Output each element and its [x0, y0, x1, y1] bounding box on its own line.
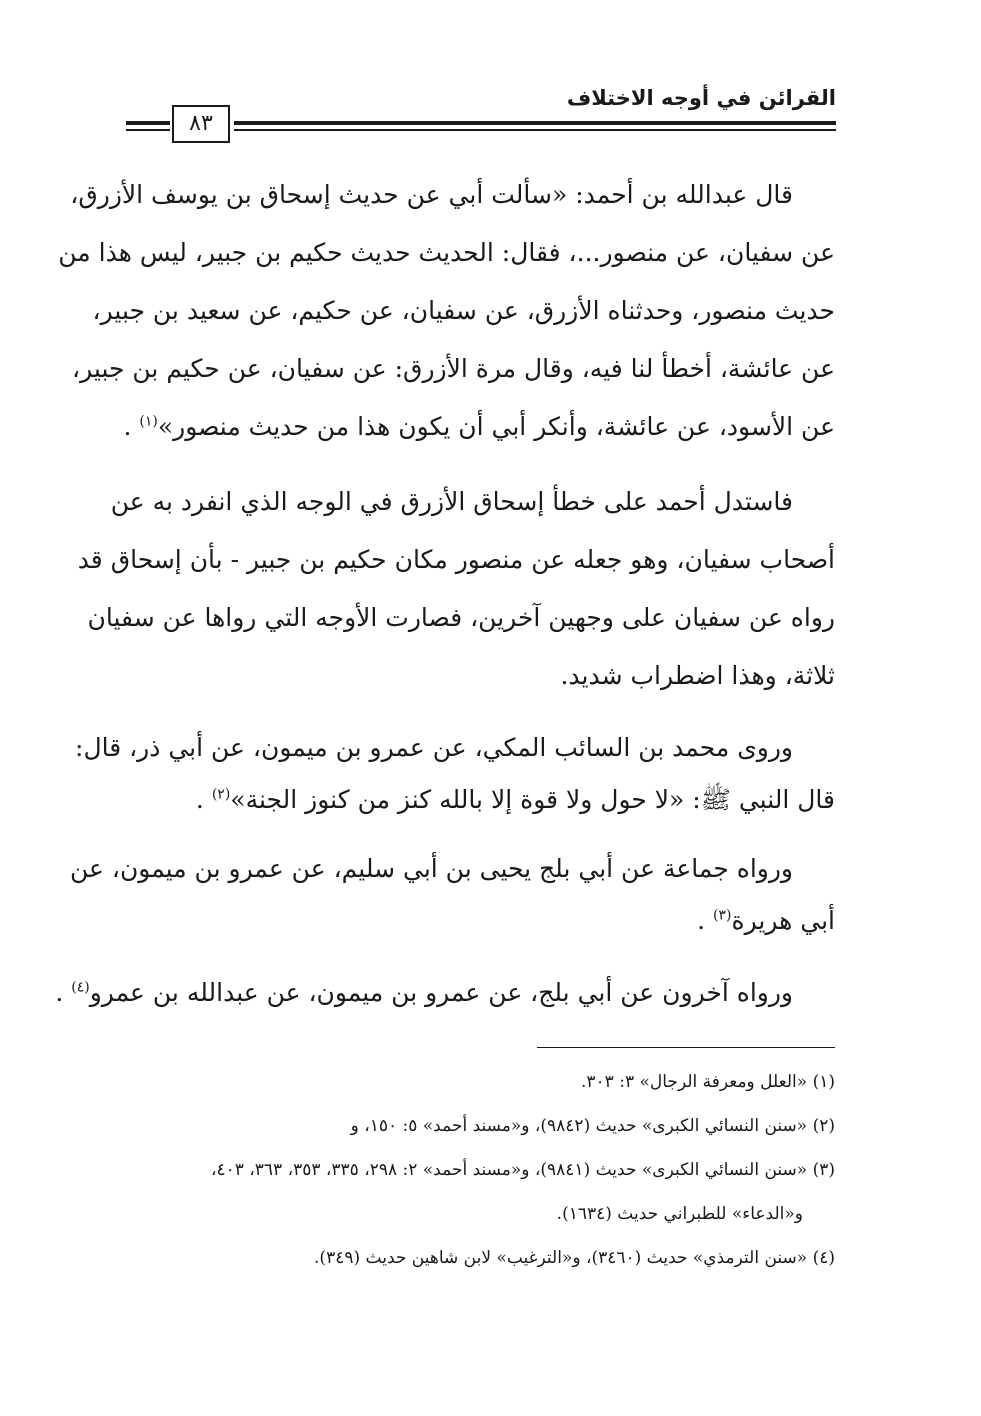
text-line: عن عائشة، أخطأ لنا فيه، وقال مرة الأزرق: عن سفيان، عن حكيم بن جبير، [72, 354, 835, 383]
sentence-end: . [123, 412, 132, 441]
footnote-3: (٣) «سنن النسائي الكبرى» حديث (٩٨٤١)، و«مسند أحمد» ٢: ٢٩٨، ٣٣٥، ٣٥٣، ٣٦٣، ٤٠٣، [211, 1160, 835, 1180]
footnote-reference[interactable]: (٣) [713, 907, 732, 924]
text-line: قال عبدالله بن أحمد: «سألت أبي عن حديث إسحاق بن يوسف الأزرق، [70, 180, 793, 209]
footnote-2: (٢) «سنن النسائي الكبرى» حديث (٩٨٤٢)، و«مسند أحمد» ٥: ١٥٠، و [350, 1116, 835, 1136]
paragraph-5 [55, 964, 835, 1022]
header-rule-short-thick [126, 121, 170, 125]
text-line: ثلاثة، وهذا اضطراب شديد. [560, 661, 835, 690]
text-line: فاستدل أحمد على خطأ إسحاق الأزرق في الوجه الذي انفرد به عن [110, 487, 793, 516]
text-line: حديث منصور، وحدثناه الأزرق، عن سفيان، عن حكيم، عن سعيد بن جبير، [92, 296, 835, 325]
text-line-content: أبي هريرة [731, 906, 835, 935]
text-line: رواه عن سفيان على وجهين آخرين، فصارت الأوجه التي رواها عن سفيان [87, 603, 835, 632]
footnote-4: (٤) «سنن الترمذي» حديث (٣٤٦٠)، و«الترغيب» لابن شاهين حديث (٣٤٩). [314, 1248, 835, 1268]
footnote-separator [537, 1047, 835, 1048]
header-rule-short-thin [126, 129, 170, 131]
footnote-reference[interactable]: (٤) [71, 979, 90, 996]
text-line: ورواه جماعة عن أبي بلج يحيى بن أبي سليم، عن عمرو بن ميمون، عن [69, 854, 793, 883]
paragraph-4 [69, 843, 835, 947]
sentence-end: . [697, 906, 706, 935]
text-line: عن سفيان، عن منصور...، فقال: الحديث حديث حكيم بن جبير، ليس هذا من [58, 238, 835, 267]
header-rule-thick [234, 121, 836, 125]
footnotes [118, 1060, 835, 1280]
paragraph-1 [58, 166, 835, 456]
text-line [118, 398, 835, 456]
paragraph-2 [77, 473, 835, 705]
text-line: أصحاب سفيان، وهو جعله عن منصور مكان حكيم بن جبير - بأن إسحاق قد [77, 545, 835, 574]
text-line-content: ورواه آخرون عن أبي بلج، عن عمرو بن ميمون، عن عبدالله بن عمرو [89, 978, 793, 1007]
footnote-reference[interactable]: (١) [139, 413, 158, 430]
text-line [55, 964, 835, 1022]
text-line [118, 774, 835, 826]
footnote-1: (١) «العلل ومعرفة الرجال» ٣: ٣٠٣. [581, 1072, 835, 1092]
text-line [118, 895, 835, 947]
footnote-reference[interactable]: (٢) [211, 786, 231, 803]
page-number: ٨٣ [172, 105, 230, 143]
paragraph-3 [75, 722, 835, 826]
sentence-end: . [55, 978, 64, 1007]
main-text [55, 166, 835, 1039]
text-line-content: قال النبي ﷺ: «لا حول ولا قوة إلا بالله كنز من كنوز الجنة» [230, 785, 835, 814]
text-line: وروى محمد بن السائب المكي، عن عمرو بن ميمون، عن أبي ذر، قال: [75, 733, 793, 762]
header-rule-thin [234, 129, 836, 131]
footnote-3-continuation: و«الدعاء» للطبراني حديث (١٦٣٤). [556, 1204, 803, 1224]
sentence-end: . [195, 785, 204, 814]
running-header-title: القرائن في أوجه الاختلاف [566, 86, 836, 110]
text-line-content: عن الأسود، عن عائشة، وأنكر أبي أن يكون هذا من حديث منصور» [157, 412, 835, 441]
